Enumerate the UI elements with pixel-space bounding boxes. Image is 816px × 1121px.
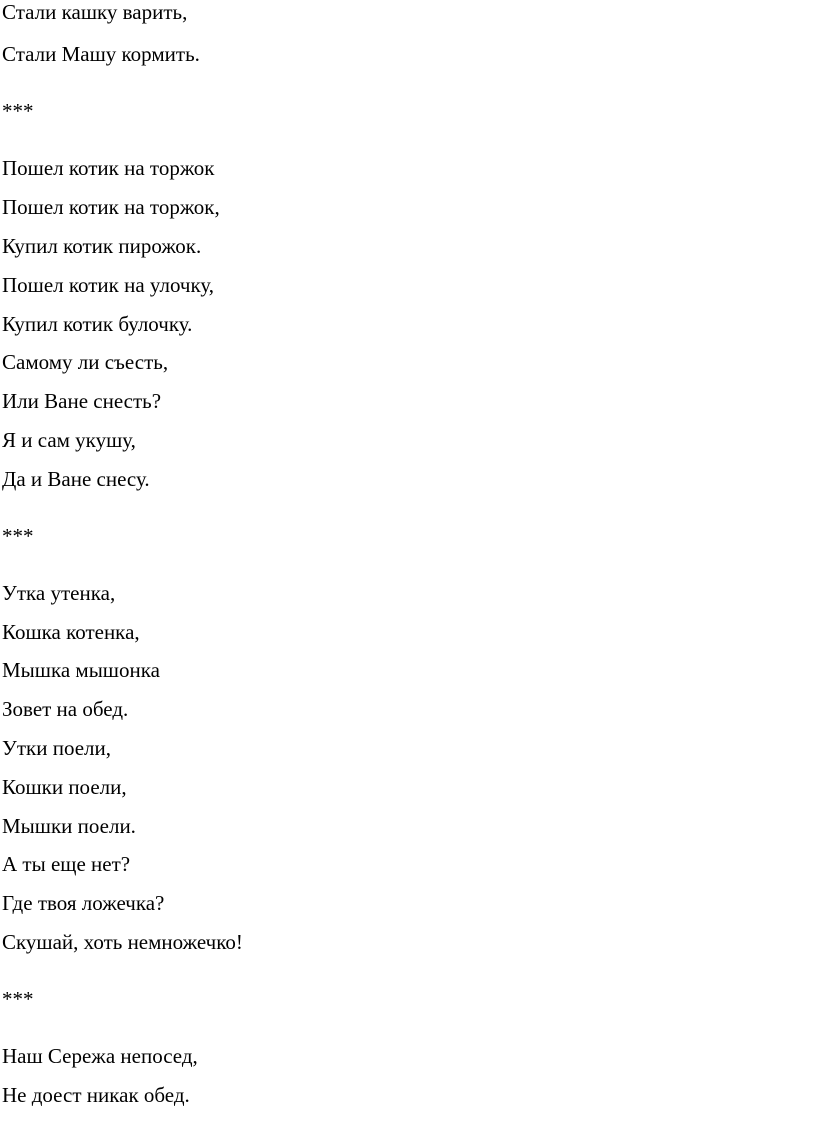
verse-line: Купил котик пирожок. [2,234,202,258]
verse-line: Утки поели, [2,736,112,760]
verse-line: Кошки поели, [2,775,127,799]
verse-line: Я и сам укушу, [2,428,136,452]
verse-line: Не доест никак обед. [2,1083,190,1107]
verse-line: Зовет на обед. [2,697,129,721]
verse-line: А ты еще нет? [2,852,131,876]
verse-line: Пошел котик на торжок, [2,195,220,219]
verse-line: Купил котик булочку. [2,312,193,336]
verse-line: Стали Машу кормить. [2,42,200,66]
verse-line: Или Ване снесть? [2,389,162,413]
verse-line: Наш Сережа непосед, [2,1044,198,1068]
section-separator: *** [2,524,34,548]
section-separator: *** [2,987,34,1011]
verse-line: Стали кашку варить, [2,0,188,24]
verse-line: Скушай, хоть немножечко! [2,930,243,954]
verse-line: Да и Ване снесу. [2,467,150,491]
verse-line: Самому ли съесть, [2,350,169,374]
verse-line: Мышка мышонка [2,658,160,682]
verse-line: Утка утенка, [2,581,116,605]
verse-line: Где твоя ложечка? [2,891,165,915]
verse-title: Пошел котик на торжок [2,156,215,180]
verse-line: Кошка котенка, [2,620,140,644]
section-separator: *** [2,99,34,123]
verse-line: Мышки поели. [2,814,136,838]
verse-line: Пошел котик на улочку, [2,273,215,297]
